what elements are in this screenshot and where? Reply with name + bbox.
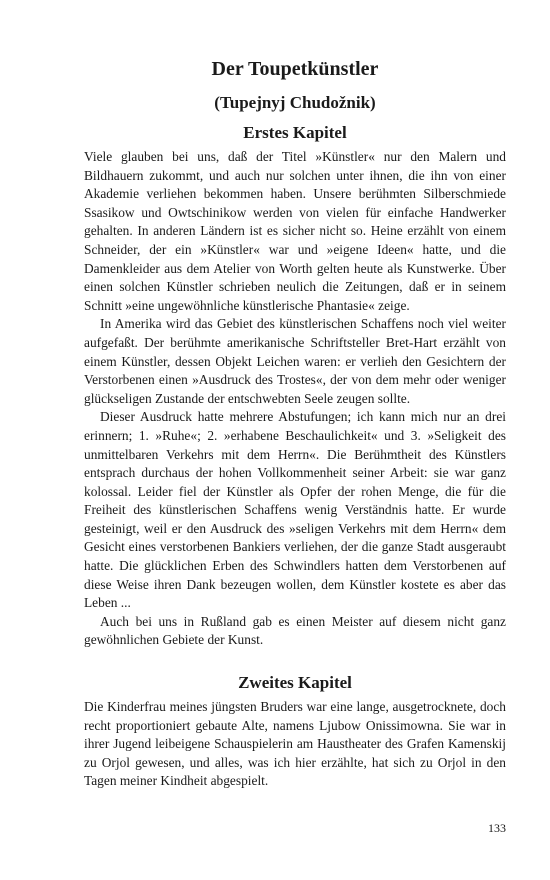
book-page (84, 50, 506, 791)
chapter-heading-2: Zweites Kapitel (238, 673, 352, 693)
story-title: Der Toupetkünstler (211, 58, 379, 80)
paragraph: Viele glauben bei uns, daß der Titel »Künstler« nur den Malern und Bildhauern zukommt, und auch nur solchen unter ihnen, die ihn von einer Akademie verliehen bekommen haben. Unsere berühmten Silberschmiede Ssasikow und Owtschinikow werden von vielen für einfache Handwerker gehalten. In anderen Ländern ist es sicher nicht so. Heine erzählt von einem Schneider, der ein »Künstler« war und »eigene Ideen« hatte, und die Damenkleider aus dem Atelier von Worth gelten heute als Kunstwerke. Über einen solchen Künstler schrieben neulich die Zeitungen, daß er in seinem Schnitt »eine ungewöhnliche künstlerische Phantasie« zeige. (84, 149, 506, 313)
paragraph: Auch bei uns in Rußland gab es einen Meister auf diesem nicht ganz gewöhnlichen Gebiete der Kunst. (84, 613, 506, 648)
page-number: 133 (488, 821, 506, 835)
paragraph: Dieser Ausdruck hatte mehrere Abstufungen; ich kann mich nur an drei erinnern; 1. »Ruhe«; 2. »erhabene Beschaulichkeit« und 3. »Seligkeit des unmittelbaren Verkehrs mit dem Herrn«. Die Berühmtheit des Künstlers entsprach durchaus der hohen Vollkommenheit seiner Arbeit: sie war ganz kolossal. Leider fiel der Künstler als Opfer der rohen Menge, die für die Freiheit des künstlerischen Schaffens wenig Verständnis hatte. Er wurde gesteinigt, weil er den Ausdruck des »seligen Verkehrs mit dem Herrn« dem Gesicht eines verstorbenen Bankiers verliehen, der die ganze Stadt ausgeraubt hatte. Die glücklichen Erben des Schwindlers hatten dem Verstorbenen auf diese Weise ihren Dank bezeugen wollen, dem Künstler kostete es aber das Leben ... (84, 409, 506, 611)
paragraph: In Amerika wird das Gebiet des künstlerischen Schaffens noch viel weiter aufgefaßt. Der berühmte amerikanische Schriftsteller Bret-Hart erzählt von einem Künstler, dessen Objekt Leichen waren: er verlieh den Gesichtern der Verstorbenen einen »Ausdruck des Trostes«, der von dem mehr oder weniger glückseligen Zustande der entschwebten Seele zeugen sollte. (84, 316, 506, 406)
story-subtitle: (Tupejnyj Chudožnik) (214, 93, 376, 112)
chapter-heading-1: Erstes Kapitel (243, 123, 347, 142)
paragraph: Die Kinderfrau meines jüngsten Bruders war eine lange, ausgetrocknete, doch recht proportioniert gebaute Alte, namens Ljubow Onissimowna. Sie war in ihrer Jugend leibeigene Schauspielerin am Haustheater des Grafen Kamenskij zu Orjol gewesen, und alles, was ich hier erzählte, hat sich zu Orjol in den Tagen meiner Kindheit abgespielt. (84, 699, 506, 789)
chapter-body-1 (84, 148, 506, 650)
chapter-body-2 (84, 698, 506, 791)
